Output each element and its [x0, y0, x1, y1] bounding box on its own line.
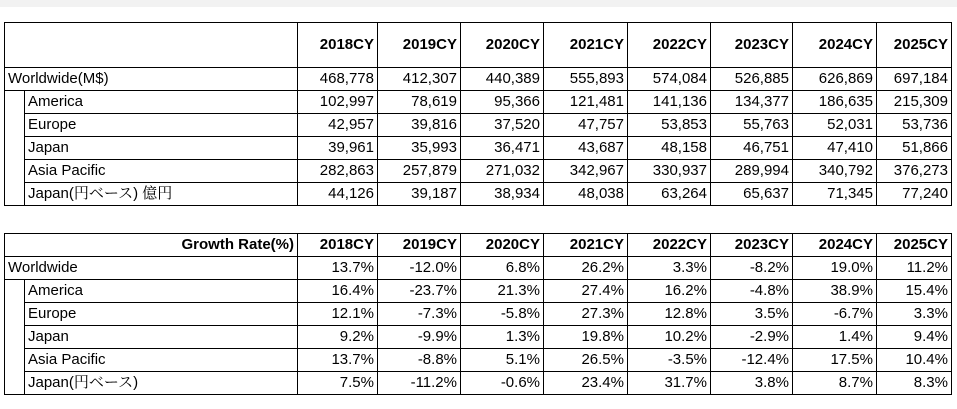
table-cell: 46,751 — [711, 137, 793, 160]
growth-rate-table — [4, 233, 952, 395]
indent-spacer — [5, 326, 25, 349]
year-header: 2023CY — [711, 234, 793, 257]
table-cell: -3.5% — [628, 349, 711, 372]
table-cell: 186,635 — [793, 91, 877, 114]
year-header: 2025CY — [877, 23, 952, 68]
table-cell: 53,736 — [877, 114, 952, 137]
row-label: Japan — [25, 326, 298, 349]
table-cell: 282,863 — [298, 160, 378, 183]
table-cell: -9.9% — [378, 326, 461, 349]
table-cell: 35,993 — [378, 137, 461, 160]
table-cell: 63,264 — [628, 183, 711, 206]
table-cell: 27.4% — [544, 280, 628, 303]
table-cell: -0.6% — [461, 372, 544, 395]
table-cell: 12.1% — [298, 303, 378, 326]
table-cell: 468,778 — [298, 68, 378, 91]
table-cell: 71,345 — [793, 183, 877, 206]
year-header: 2019CY — [378, 23, 461, 68]
table-cell: -2.9% — [711, 326, 793, 349]
table-row — [5, 68, 952, 91]
table-cell: 47,410 — [793, 137, 877, 160]
table-cell: -11.2% — [378, 372, 461, 395]
year-header: 2021CY — [544, 234, 628, 257]
indent-spacer — [5, 137, 25, 160]
header-label: Growth Rate(%) — [5, 234, 298, 257]
table-cell: 31.7% — [628, 372, 711, 395]
table-row — [5, 280, 952, 303]
table-cell: 574,084 — [628, 68, 711, 91]
table-cell: 77,240 — [877, 183, 952, 206]
year-header: 2020CY — [461, 234, 544, 257]
table-cell: 95,366 — [461, 91, 544, 114]
table-cell: 412,307 — [378, 68, 461, 91]
table-row — [5, 326, 952, 349]
table-cell: 6.8% — [461, 257, 544, 280]
table-cell: 13.7% — [298, 349, 378, 372]
table-cell: 141,136 — [628, 91, 711, 114]
table-cell: 43,687 — [544, 137, 628, 160]
table-cell: 5.1% — [461, 349, 544, 372]
row-label: Europe — [25, 114, 298, 137]
table-row — [5, 160, 952, 183]
table-cell: -12.4% — [711, 349, 793, 372]
table-cell: 3.5% — [711, 303, 793, 326]
table-cell: 48,158 — [628, 137, 711, 160]
row-label: America — [25, 91, 298, 114]
table-cell: 39,816 — [378, 114, 461, 137]
year-header: 2022CY — [628, 234, 711, 257]
table-cell: 626,869 — [793, 68, 877, 91]
table-cell: 51,866 — [877, 137, 952, 160]
year-header: 2019CY — [378, 234, 461, 257]
table-cell: 44,126 — [298, 183, 378, 206]
table-cell: 42,957 — [298, 114, 378, 137]
year-header: 2018CY — [298, 234, 378, 257]
table-cell: 342,967 — [544, 160, 628, 183]
header-label — [5, 23, 298, 68]
indent-spacer — [5, 183, 25, 206]
table-row — [5, 91, 952, 114]
table-cell: 134,377 — [711, 91, 793, 114]
table-cell: 330,937 — [628, 160, 711, 183]
table-cell: 1.3% — [461, 326, 544, 349]
table-cell: 36,471 — [461, 137, 544, 160]
table-cell: 78,619 — [378, 91, 461, 114]
table-cell: 8.7% — [793, 372, 877, 395]
table-cell: 38,934 — [461, 183, 544, 206]
table-cell: -8.8% — [378, 349, 461, 372]
indent-spacer — [5, 114, 25, 137]
table-cell: 48,038 — [544, 183, 628, 206]
table-cell: 526,885 — [711, 68, 793, 91]
table-cell: 376,273 — [877, 160, 952, 183]
table-cell: 26.2% — [544, 257, 628, 280]
market-size-table — [4, 22, 952, 206]
table-cell: 8.3% — [877, 372, 952, 395]
table-cell: -4.8% — [711, 280, 793, 303]
table-cell: 55,763 — [711, 114, 793, 137]
table-row — [5, 257, 952, 280]
table-row — [5, 183, 952, 206]
indent-spacer — [5, 91, 25, 114]
table-cell: 52,031 — [793, 114, 877, 137]
table-cell: 9.2% — [298, 326, 378, 349]
year-header: 2020CY — [461, 23, 544, 68]
table-cell: 19.0% — [793, 257, 877, 280]
table-cell: -8.2% — [711, 257, 793, 280]
table-cell: 19.8% — [544, 326, 628, 349]
table-cell: 53,853 — [628, 114, 711, 137]
row-label: Japan — [25, 137, 298, 160]
indent-spacer — [5, 280, 25, 303]
table-cell: 21.3% — [461, 280, 544, 303]
table-row — [5, 137, 952, 160]
table-cell: 23.4% — [544, 372, 628, 395]
table-cell: 38.9% — [793, 280, 877, 303]
table-row — [5, 372, 952, 395]
table-cell: 257,879 — [378, 160, 461, 183]
table-cell: 47,757 — [544, 114, 628, 137]
table-cell: 16.4% — [298, 280, 378, 303]
table-cell: 3.3% — [877, 303, 952, 326]
table-cell: -23.7% — [378, 280, 461, 303]
year-header: 2024CY — [793, 23, 877, 68]
table-cell: 3.8% — [711, 372, 793, 395]
year-header: 2025CY — [877, 234, 952, 257]
table-cell: 27.3% — [544, 303, 628, 326]
table-cell: 65,637 — [711, 183, 793, 206]
table-cell: 15.4% — [877, 280, 952, 303]
table-cell: 17.5% — [793, 349, 877, 372]
table-header-row — [5, 234, 952, 257]
table-cell: 11.2% — [877, 257, 952, 280]
table-cell: 555,893 — [544, 68, 628, 91]
table-cell: 12.8% — [628, 303, 711, 326]
indent-spacer — [5, 372, 25, 395]
table-cell: 9.4% — [877, 326, 952, 349]
year-header: 2024CY — [793, 234, 877, 257]
table-cell: -6.7% — [793, 303, 877, 326]
table-cell: 340,792 — [793, 160, 877, 183]
table-cell: 10.2% — [628, 326, 711, 349]
year-header: 2018CY — [298, 23, 378, 68]
table-cell: 39,961 — [298, 137, 378, 160]
table-cell: 13.7% — [298, 257, 378, 280]
row-label: Japan(円ベース) 億円 — [25, 183, 298, 206]
table-cell: -5.8% — [461, 303, 544, 326]
table-cell: 289,994 — [711, 160, 793, 183]
indent-spacer — [5, 303, 25, 326]
row-label: Japan(円ベース) — [25, 372, 298, 395]
table-cell: 10.4% — [877, 349, 952, 372]
table-cell: 271,032 — [461, 160, 544, 183]
row-label: America — [25, 280, 298, 303]
table-cell: 121,481 — [544, 91, 628, 114]
year-header: 2022CY — [628, 23, 711, 68]
page-top-edge — [0, 0, 957, 7]
table-row — [5, 303, 952, 326]
table-cell: 7.5% — [298, 372, 378, 395]
table-cell: 39,187 — [378, 183, 461, 206]
year-header: 2023CY — [711, 23, 793, 68]
year-header: 2021CY — [544, 23, 628, 68]
indent-spacer — [5, 349, 25, 372]
table-cell: 215,309 — [877, 91, 952, 114]
table-cell: -7.3% — [378, 303, 461, 326]
table-cell: 102,997 — [298, 91, 378, 114]
row-label: Asia Pacific — [25, 160, 298, 183]
row-label: Worldwide — [5, 257, 298, 280]
table-cell: 1.4% — [793, 326, 877, 349]
table-cell: 26.5% — [544, 349, 628, 372]
table-cell: 16.2% — [628, 280, 711, 303]
table-header-row — [5, 23, 952, 68]
row-label: Worldwide(M$) — [5, 68, 298, 91]
table-cell: 3.3% — [628, 257, 711, 280]
row-label: Asia Pacific — [25, 349, 298, 372]
table-cell: 37,520 — [461, 114, 544, 137]
table-row — [5, 349, 952, 372]
table-cell: -12.0% — [378, 257, 461, 280]
row-label: Europe — [25, 303, 298, 326]
table-cell: 697,184 — [877, 68, 952, 91]
indent-spacer — [5, 160, 25, 183]
table-row — [5, 114, 952, 137]
table-cell: 440,389 — [461, 68, 544, 91]
